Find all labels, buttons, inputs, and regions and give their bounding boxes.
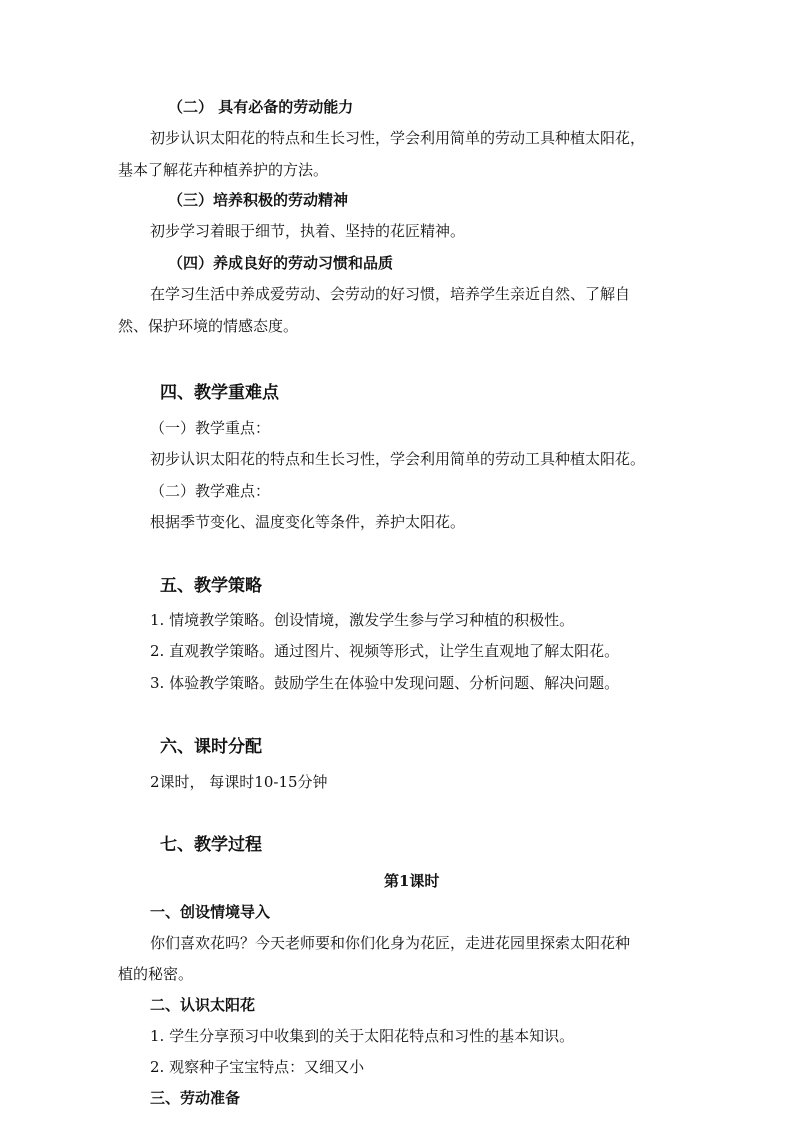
step-intro-text-line2: 植的秘密。 — [118, 965, 194, 983]
subsection-heading-habits: （四）养成良好的劳动习惯和品质 — [168, 254, 394, 272]
strategy-item: 1. 情境教学策略。创设情境，激发学生参与学习种植的积极性。 — [150, 611, 575, 629]
key-point-label: （一）教学重点： — [150, 419, 271, 437]
paragraph-spirit: 初步学习着眼于细节，执着、坚持的花匠精神。 — [150, 222, 466, 240]
strategy-item: 3. 体验教学策略。鼓励学生在体验中发现问题、分析问题、解决问题。 — [150, 674, 620, 692]
difficulty-label: （二）教学难点： — [150, 482, 271, 500]
paragraph-habits-line2: 然、保护环境的情感态度。 — [118, 317, 299, 335]
paragraph-habits-line1: 在学习生活中养成爱劳动、会劳动的好习惯，培养学生亲近自然、了解自 — [150, 285, 631, 303]
step-title-intro: 一、创设情境导入 — [150, 903, 271, 921]
lesson-heading: 第1课时 — [384, 872, 440, 890]
step-title-recognize: 二、认识太阳花 — [150, 996, 256, 1014]
section-title-process: 七、教学过程 — [160, 835, 262, 855]
key-point-text: 初步认识太阳花的特点和生长习性，学会利用简单的劳动工具种植太阳花。 — [150, 450, 646, 468]
subsection-heading-ability: （二） 具有必备的劳动能力 — [168, 98, 354, 116]
step-intro-text-line1: 你们喜欢花吗？今天老师要和你们化身为花匠，走进花园里探索太阳花种 — [150, 934, 631, 952]
step-title-preparation: 三、劳动准备 — [150, 1089, 241, 1107]
strategy-item: 2. 直观教学策略。通过图片、视频等形式，让学生直观地了解太阳花。 — [150, 642, 620, 660]
section-title-schedule: 六、课时分配 — [160, 737, 262, 757]
subsection-heading-spirit: （三）培养积极的劳动精神 — [168, 191, 349, 209]
step-recognize-item: 1. 学生分享预习中收集到的关于太阳花特点和习性的基本知识。 — [150, 1027, 575, 1045]
paragraph-ability-line2: 基本了解花卉种植养护的方法。 — [118, 161, 329, 179]
step-recognize-item: 2. 观察种子宝宝特点：又细又小 — [150, 1058, 365, 1076]
schedule-text: 2课时， 每课时10-15分钟 — [150, 773, 328, 791]
paragraph-ability-line1: 初步认识太阳花的特点和生长习性，学会利用简单的劳动工具种植太阳花， — [150, 129, 646, 147]
section-title-strategy: 五、教学策略 — [160, 576, 262, 596]
difficulty-text: 根据季节变化、温度变化等条件，养护太阳花。 — [150, 513, 466, 531]
section-title-key-points: 四、教学重难点 — [160, 383, 279, 403]
